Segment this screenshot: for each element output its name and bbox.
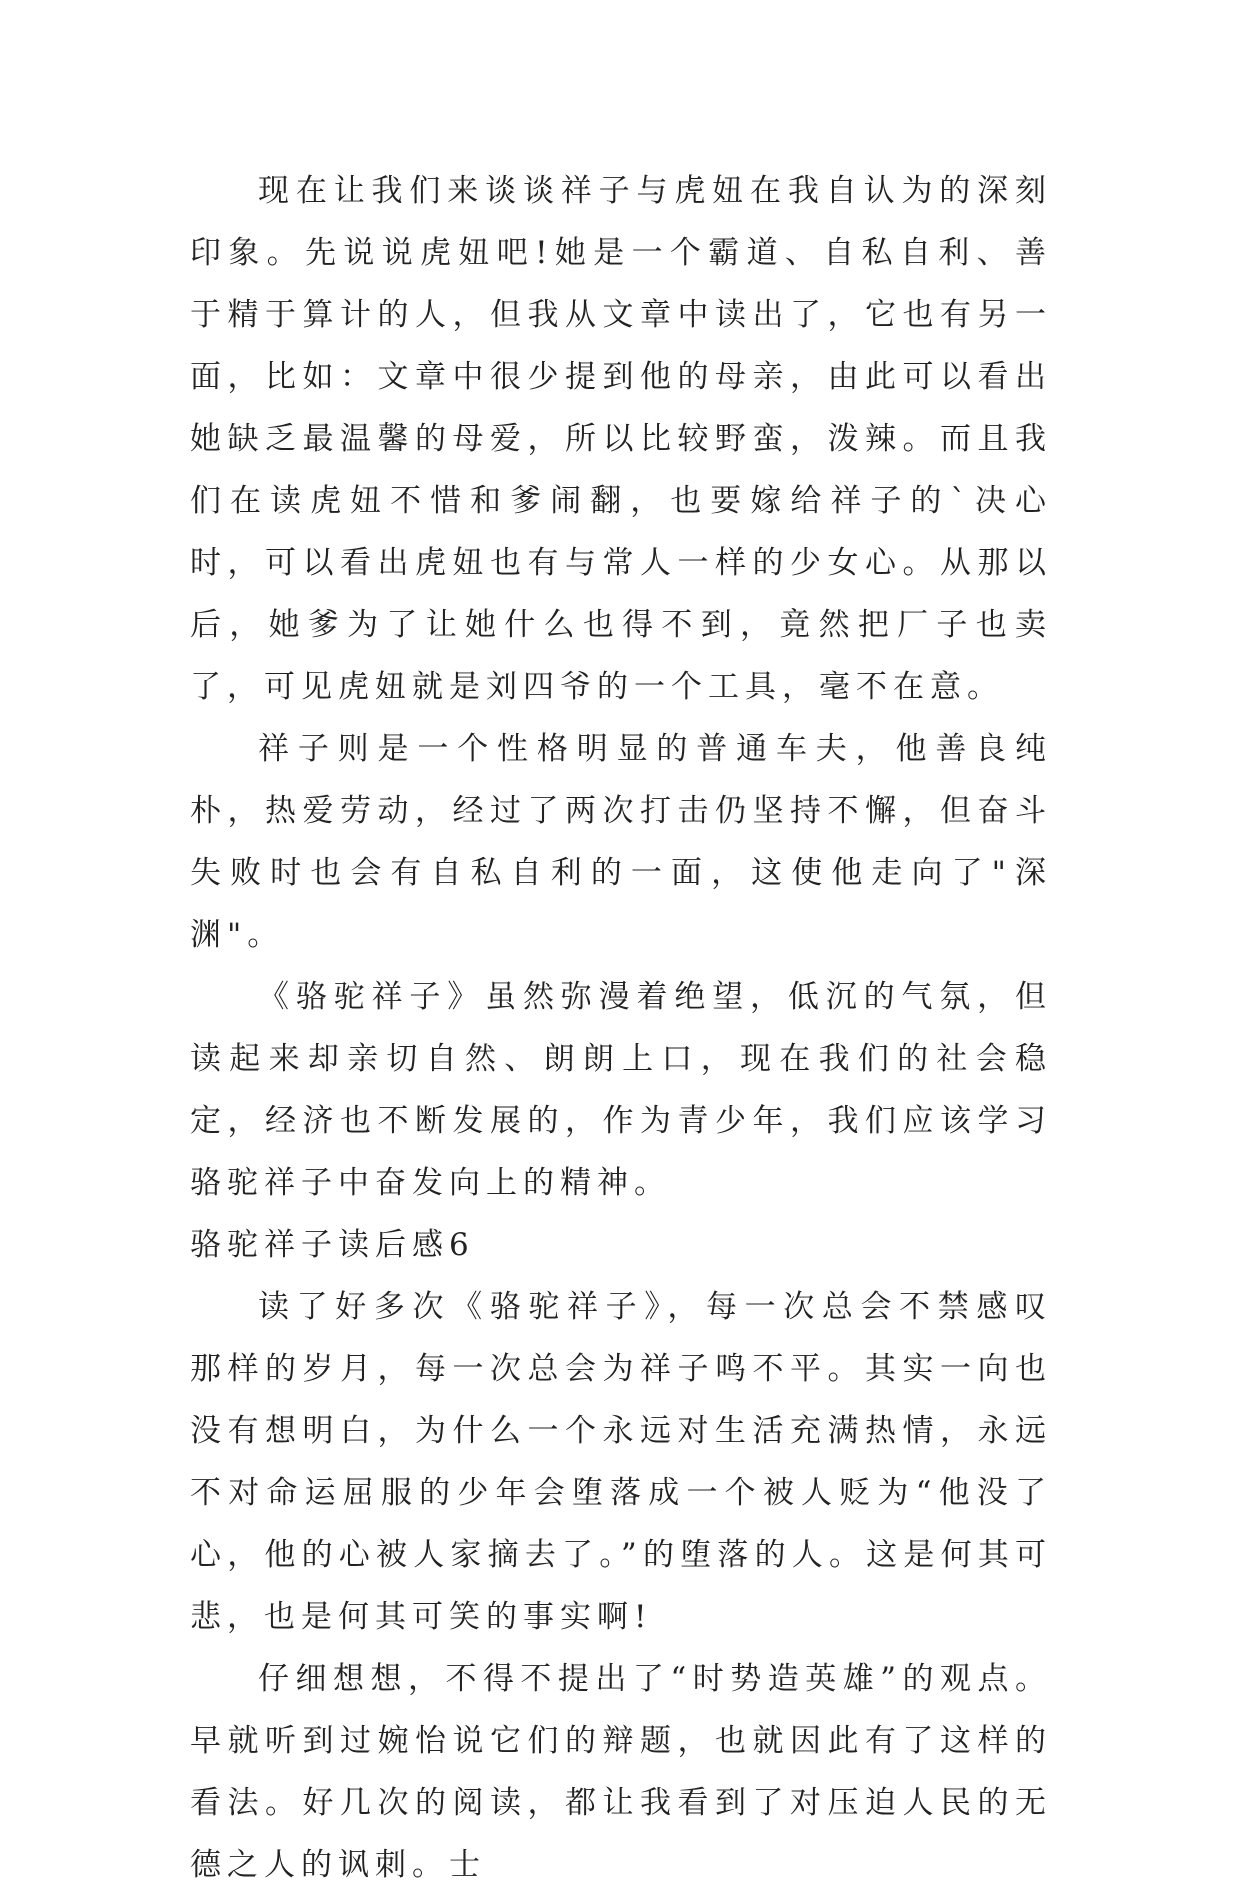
section-heading: 骆驼祥子读后感6 [190,1227,475,1263]
paragraph-read-many-times: 读了好多次《骆驼祥子》，每一次总会不禁感叹那样的岁月，每一次总会为祥子鸣不平。其实一向也没有想明白，为什么一个永远对生活充满热情，永远不对命运屈服的少年会堕落成一个被人贬为“他没了心，他的心被人家摘去了。”的堕落的人。这是何其可悲，也是何其可笑的事实啊! [190,1289,1052,1635]
paragraph-huniu-impression: 现在让我们来谈谈祥子与虎妞在我自认为的深刻印象。先说说虎妞吧!她是一个霸道、自私自利、善于精于算计的人，但我从文章中读出了，它也有另一面，比如：文章中很少提到他的母亲，由此可以看出她缺乏最温馨的母爱，所以比较野蛮，泼辣。而且我们在读虎妞不惜和爹闹翻，也要嫁给祥子的`决心时，可以看出虎妞也有与常人一样的少女心。从那以后，她爹为了让她什么也得不到，竟然把厂子也卖了，可见虎妞就是刘四爷的一个工具，毫不在意。 [190,173,1052,705]
paragraph-times-make-heroes: 仔细想想，不得不提出了“时势造英雄”的观点。早就听到过婉怡说它们的辩题，也就因此有了这样的看法。好几次的阅读，都让我看到了对压迫人民的无德之人的讽刺。士 [190,1661,1052,1883]
paragraph-summary: 《骆驼祥子》虽然弥漫着绝望，低沉的气氛，但读起来却亲切自然、朗朗上口，现在我们的社会稳定，经济也不断发展的，作为青少年，我们应该学习骆驼祥子中奋发向上的精神。 [190,979,1052,1201]
paragraph-xiangzi-character: 祥子则是一个性格明显的普通车夫，他善良纯朴，热爱劳动，经过了两次打击仍坚持不懈，但奋斗失败时也会有自私自利的一面，这使他走向了"深渊"。 [190,731,1052,953]
document-body [190,160,1052,1896]
